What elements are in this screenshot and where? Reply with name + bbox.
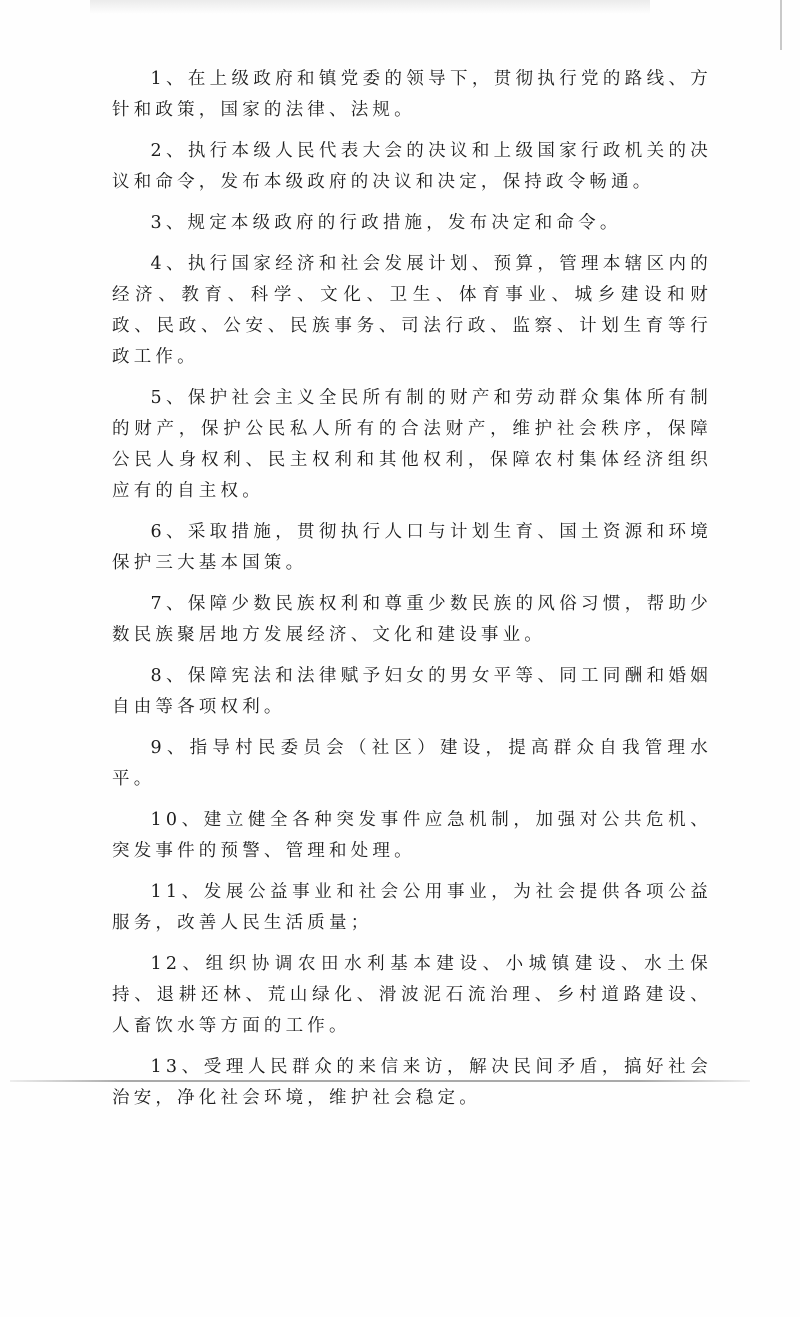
duties-list bbox=[112, 64, 712, 1124]
duty-item-5: 5、保护社会主义全民所有制的财产和劳动群众集体所有制的财产，保护公民私人所有的合法财产，维护社会秩序，保障公民人身权利、民主权利和其他权利，保障农村集体经济组织应有的自主权。 bbox=[112, 388, 712, 501]
duty-item-1: 1、在上级政府和镇党委的领导下，贯彻执行党的路线、方针和政策，国家的法律、法规。 bbox=[112, 69, 712, 120]
duty-item-2: 2、执行本级人民代表大会的决议和上级国家行政机关的决议和命令，发布本级政府的决议和决定，保持政令畅通。 bbox=[112, 141, 712, 192]
duty-item-8: 8、保障宪法和法律赋予妇女的男女平等、同工同酬和婚姻自由等各项权利。 bbox=[112, 666, 712, 717]
duty-item-7: 7、保障少数民族权利和尊重少数民族的风俗习惯，帮助少数民族聚居地方发展经济、文化和建设事业。 bbox=[112, 594, 712, 645]
duty-item-10: 10、建立健全各种突发事件应急机制，加强对公共危机、突发事件的预警、管理和处理。 bbox=[112, 810, 712, 861]
scan-right-edge bbox=[780, 0, 782, 50]
duty-item-4: 4、执行国家经济和社会发展计划、预算，管理本辖区内的经济、教育、科学、文化、卫生、体育事业、城乡建设和财政、民政、公安、民族事务、司法行政、监察、计划生育等行政工作。 bbox=[112, 254, 712, 367]
duty-item-11: 11、发展公益事业和社会公用事业，为社会提供各项公益服务，改善人民生活质量； bbox=[112, 882, 712, 933]
duty-item-6: 6、采取措施，贯彻执行人口与计划生育、国土资源和环境保护三大基本国策。 bbox=[112, 522, 712, 573]
scan-top-smudge bbox=[90, 0, 650, 14]
duty-item-12: 12、组织协调农田水利基本建设、小城镇建设、水土保持、退耕还林、荒山绿化、滑波泥石流治理、乡村道路建设、人畜饮水等方面的工作。 bbox=[112, 954, 712, 1036]
duty-item-3: 3、规定本级政府的行政措施，发布决定和命令。 bbox=[150, 213, 622, 233]
duty-item-13: 13、受理人民群众的来信来访，解决民间矛盾，搞好社会治安，净化社会环境，维护社会稳定。 bbox=[112, 1057, 712, 1108]
duty-item-9: 9、指导村民委员会（社区）建设，提高群众自我管理水平。 bbox=[112, 738, 712, 789]
scan-bottom-line bbox=[10, 1080, 750, 1082]
